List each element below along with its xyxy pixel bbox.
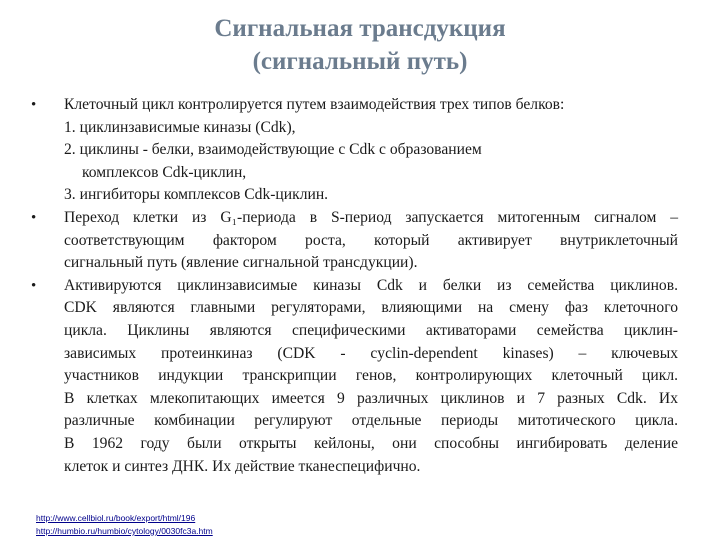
page-title: [0, 12, 720, 78]
bullet-text-line: сигнальный путь (явление сигнальной трансдукции).: [64, 254, 418, 272]
bullet-item-transition: [28, 207, 678, 275]
bullet-marker: •: [31, 277, 37, 294]
source-link-humbio[interactable]: http://humbio.ru/humbio/cytology/0030fc3a.htm: [36, 526, 213, 536]
bullet-item-activation: [28, 275, 678, 478]
bullet-text-line: В клетках млекопитающих имеется 9 различных циклинов и 7 разных Cdk. Их: [64, 389, 678, 407]
bullet-text-line: CDK являются главными регуляторами, влияющими на смену фаз клеточного: [64, 299, 678, 317]
bullet-text-line: различные комбинации регулируют отдельные периоды митотического цикла.: [64, 412, 678, 430]
bullet-text-line: Активируются циклинзависимые киназы Cdk и белки из семейства циклинов.: [64, 276, 678, 294]
bullet-text-line: цикла. Циклины являются специфическими активаторами семейства циклин-: [64, 321, 678, 339]
bullet-marker: •: [31, 209, 37, 226]
source-links: [36, 512, 213, 538]
source-link-cellbiol[interactable]: http://www.cellbiol.ru/book/export/html/196: [36, 513, 196, 523]
bullet-text-line: клеток и синтез ДНК. Их действие тканеспецифично.: [64, 457, 421, 475]
bullet-text-line: комплексов Cdk-циклин,: [82, 163, 247, 181]
title-line-2: (сигнальный путь): [252, 48, 468, 75]
bullet-item-proteins: [28, 94, 678, 207]
bullet-text-line: участников индукции транскрипции генов, контролирующих клеточный цикл.: [64, 367, 678, 385]
bullet-text-line: В 1962 году были открыты кейлоны, они способны ингибировать деление: [64, 434, 678, 452]
bullet-text-line: соответствующим фактором роста, который активирует внутриклеточный: [64, 231, 678, 249]
bullet-text-line: 1. циклинзависимые киназы (Cdk),: [64, 118, 296, 136]
bullet-marker: •: [31, 97, 37, 113]
bullet-text-line: Переход клетки из G₁-периода в S-период запускается митогенным сигналом –: [64, 208, 678, 226]
bullet-text-line: Клеточный цикл контролируется путем взаимодействия трех типов белков:: [64, 96, 565, 113]
bullet-text-line: 3. ингибиторы комплексов Cdk-циклин.: [64, 186, 329, 204]
bullet-list: [28, 94, 678, 478]
title-line-1: Сигнальная трансдукция: [214, 15, 506, 42]
bullet-text-line: 2. циклины - белки, взаимодействующие с Cdk с образованием: [64, 141, 482, 159]
bullet-text-line: зависимых протеинкиназ (CDK - cyclin-dependent kinases) – ключевых: [64, 344, 678, 362]
